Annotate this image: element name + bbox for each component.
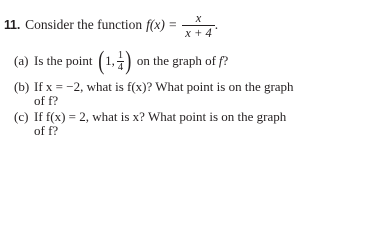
problem-header: [4, 4, 366, 46]
left-paren: (: [97, 46, 104, 75]
point-x: 1,: [105, 53, 115, 69]
part-a-function: f: [218, 53, 223, 69]
part-c-line-1: If f(x) = 2, what is x? What point is on the graph: [34, 109, 287, 124]
part-a: [4, 47, 366, 75]
part-c: [4, 110, 366, 137]
point-y-fraction: [117, 50, 124, 73]
right-paren: ): [125, 46, 132, 75]
part-c-line-2: of f?: [34, 122, 59, 138]
function-lhs: f(x) =: [146, 17, 178, 32]
problem-intro: Consider the function: [25, 17, 143, 32]
point-1-quarter: [97, 48, 133, 74]
part-a-label: (a): [14, 53, 29, 68]
problem-11: [4, 4, 366, 137]
part-b-line-2: of f?: [34, 92, 59, 108]
part-c-label: (c): [14, 109, 29, 124]
fraction-denominator: x + 4: [182, 25, 214, 40]
fraction-numerator: x: [195, 10, 202, 25]
function-period: .: [214, 17, 219, 32]
part-b-label: (b): [14, 79, 30, 94]
point-y-numerator: 1: [117, 49, 124, 61]
problem-number: 11.: [4, 18, 21, 32]
part-b: [4, 80, 366, 107]
part-a-text-before: Is the point: [34, 53, 93, 69]
point-y-denominator: 4: [117, 61, 124, 73]
part-b-line-1: If x = −2, what is f(x)? What point is on the graph: [34, 79, 294, 94]
part-a-text-after: on the graph of: [136, 53, 216, 69]
part-a-question-mark: ?: [222, 53, 229, 69]
function-fraction: [182, 11, 214, 40]
